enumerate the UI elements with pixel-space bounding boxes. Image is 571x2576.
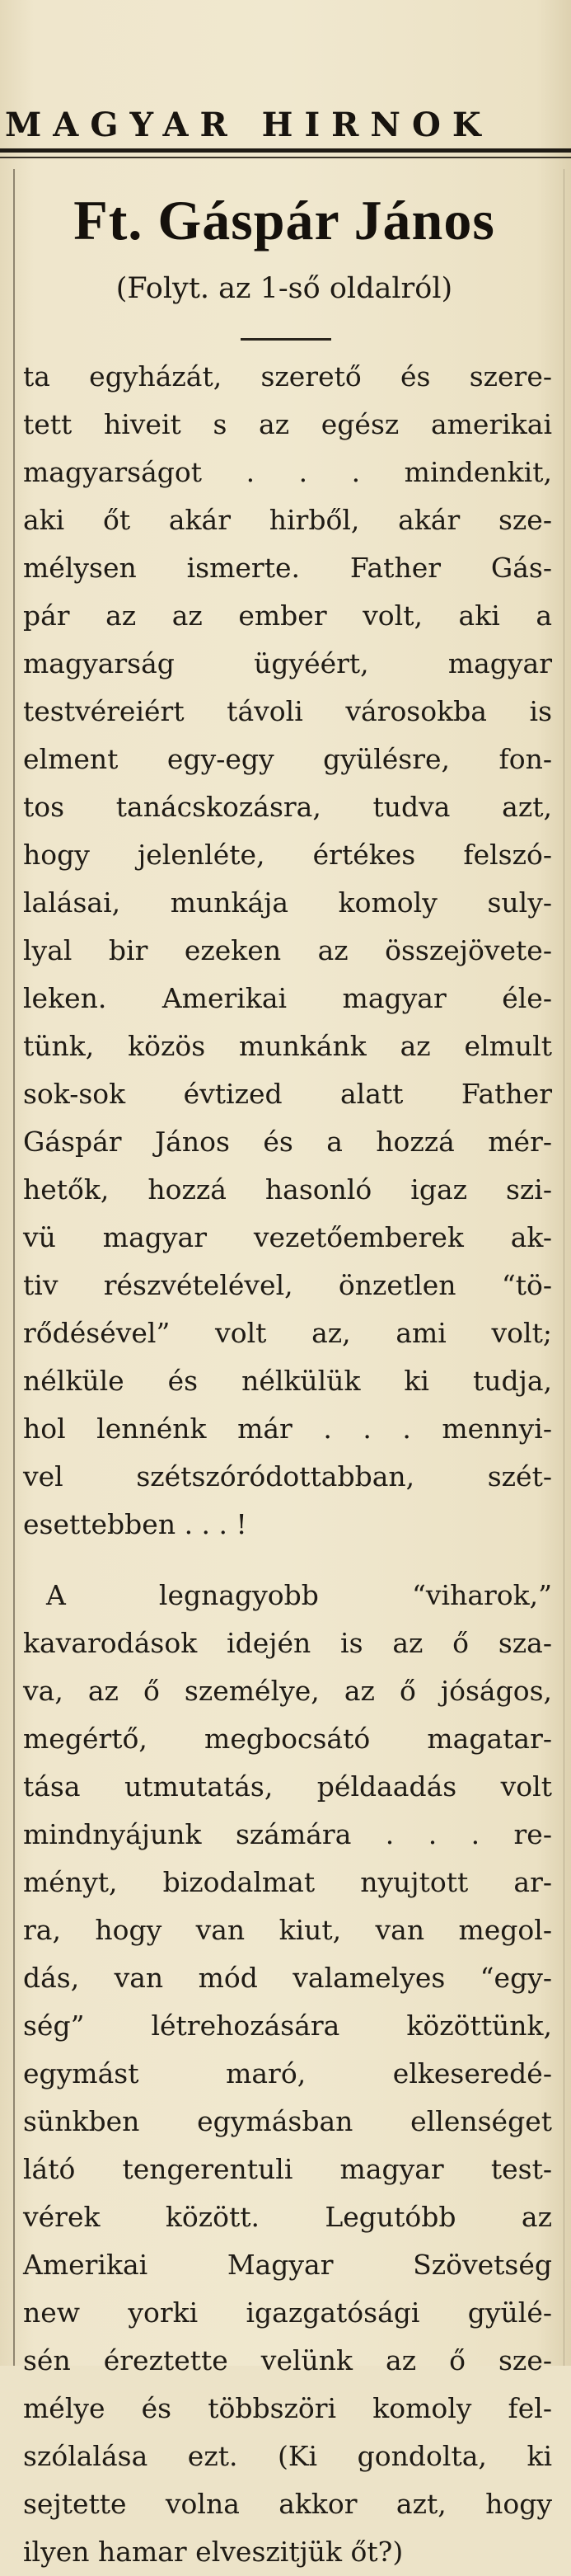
text-line: elment egy-egy gyülésre, fon- [23, 743, 552, 775]
text-line: leken. Amerikai magyar éle- [23, 982, 552, 1014]
text-line: vérek között. Legutóbb az [23, 2201, 552, 2233]
text-line: dás, van mód valamelyes “egy- [23, 1962, 552, 1994]
article-body [23, 353, 552, 2576]
masthead-rule [0, 148, 571, 153]
text-line: ra, hogy van kiut, van megol- [23, 1914, 552, 1946]
masthead-rule-thin [0, 157, 571, 158]
text-line: sejtette volna akkor azt, hogy [23, 2488, 552, 2520]
text-line: hetők, hozzá hasonló igaz szi- [23, 1173, 552, 1206]
text-line: lalásai, munkája komoly suly- [23, 886, 552, 919]
text-line: tünk, közös munkánk az elmult [23, 1030, 552, 1062]
paragraph [23, 1572, 552, 2576]
text-line: szólalása ezt. (Ki gondolta, ki [23, 2440, 552, 2472]
column-rule-left [13, 169, 15, 2366]
text-line: new yorki igazgatósági gyülé- [23, 2296, 552, 2329]
text-line: tett hiveit s az egész amerikai [23, 408, 552, 440]
text-line: látó tengerentuli magyar test- [23, 2153, 552, 2185]
text-line: egymást maró, elkeseredé- [23, 2057, 552, 2089]
text-line: magyarságot . . . mindenkit, [23, 456, 552, 488]
text-line: testvéreiért távoli városokba is [23, 695, 552, 727]
masthead-title: MAGYAR HIRNOK [5, 106, 493, 144]
text-line: lyal bir ezeken az összejövete- [23, 934, 552, 966]
article-subtitle: (Folyt. az 1-ső oldalról) [115, 272, 453, 305]
text-line: vel szétszóródottabban, szét- [23, 1460, 552, 1492]
text-line: Amerikai Magyar Szövetség [23, 2249, 552, 2281]
text-line: sünkben egymásban ellenséget [23, 2105, 552, 2137]
text-line: mélye és többszöri komoly fel- [23, 2392, 552, 2424]
paragraph [23, 353, 552, 1549]
text-line: va, az ő személye, az ő jóságos, [23, 1675, 552, 1707]
text-line: vü magyar vezetőemberek ak- [23, 1221, 552, 1253]
text-line: Gáspár János és a hozzá mér- [23, 1126, 552, 1158]
text-line: ség” létrehozására közöttünk, [23, 2010, 552, 2042]
text-line: sok-sok évtized alatt Father [23, 1078, 552, 1110]
text-line: A legnagyobb “viharok,” [46, 1579, 552, 1611]
text-line: tiv részvételével, önzetlen “tö- [23, 1269, 552, 1301]
title-divider [241, 338, 331, 341]
text-line: pár az az ember volt, aki a [23, 599, 552, 632]
text-line: mindnyájunk számára . . . re- [23, 1818, 552, 1850]
text-line: magyarság ügyéért, magyar [23, 647, 552, 679]
text-line: sén éreztette velünk az ő sze- [23, 2344, 552, 2376]
text-line: ta egyházát, szerető és szere- [23, 360, 552, 393]
text-line: ményt, bizodalmat nyujtott ar- [23, 1866, 552, 1898]
text-line: kavarodások idején is az ő sza- [23, 1627, 552, 1659]
text-line: esettebben . . . ! [23, 1508, 247, 1540]
text-line: mélysen ismerte. Father Gás- [23, 552, 552, 584]
text-line: megértő, megbocsátó magatar- [23, 1723, 552, 1755]
text-line: rődésével” volt az, ami volt; [23, 1317, 552, 1349]
text-line: nélküle és nélkülük ki tudja, [23, 1365, 552, 1397]
text-line: hol lennénk már . . . mennyi- [23, 1413, 552, 1445]
article-title: Ft. Gáspár János [73, 189, 495, 251]
text-line: aki őt akár hirből, akár sze- [23, 504, 552, 536]
text-line: ilyen hamar elveszitjük őt?) [23, 2536, 404, 2568]
text-line: tása utmutatás, példaadás volt [23, 1770, 552, 1803]
text-line: hogy jelenléte, értékes felszó- [23, 839, 552, 871]
text-line: tos tanácskozásra, tudva azt, [23, 791, 552, 823]
